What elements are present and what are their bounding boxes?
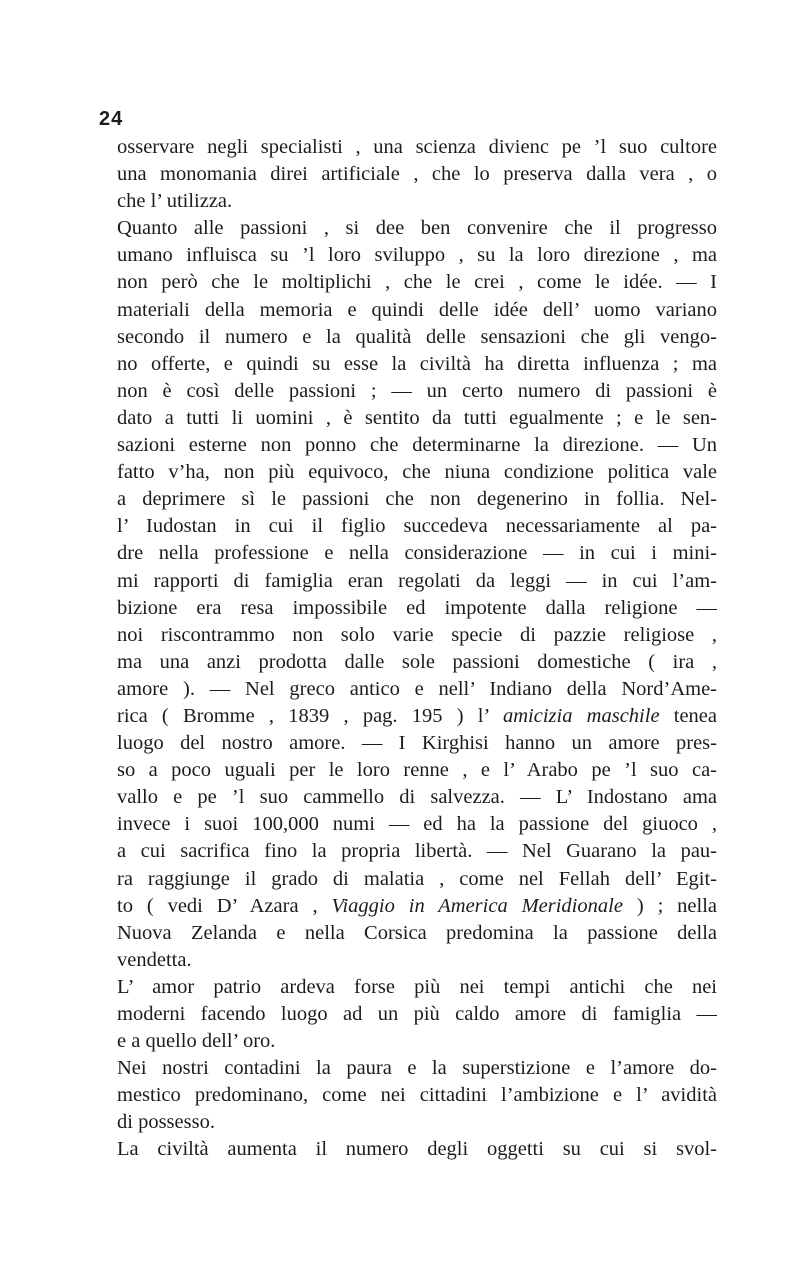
text-line: e a quello dell’ oro. [117, 1030, 276, 1053]
text-line: amore ). — Nel greco antico e nell’ Indiano della Nord’Ame- [117, 677, 717, 700]
text-line: L’ amor patrio ardeva forse più nei tempi antichi che nei [117, 975, 717, 998]
text-line: ma una anzi prodotta dalle sole passioni domestiche ( ira , [117, 650, 717, 673]
text-line: noi riscontrammo non solo varie specie di pazzie religiose , [117, 623, 717, 646]
text-line: vendetta. [117, 948, 192, 971]
text-line: l’ Iudostan in cui il figlio succedeva necessariamente al pa- [117, 515, 717, 538]
text-line: dre nella professione e nella considerazione — in cui i mini- [117, 542, 717, 565]
text-line: so a poco uguali per le loro renne , e l’ Arabo pe ’l suo ca- [117, 759, 717, 782]
text-line: Quanto alle passioni , si dee ben convenire che il progresso [117, 217, 717, 240]
text-line: materiali della memoria e quindi delle idée dell’ uomo variano [117, 298, 717, 321]
text-line: no offerte, e quindi su esse la civiltà ha diretta influenza ; ma [117, 352, 717, 375]
text-line: sazioni esterne non ponno che determinarne la direzione. — Un [117, 434, 717, 457]
text-line: non però che le moltiplichi , che le crei , come le idée. — I [117, 271, 717, 294]
text-line: mestico predominano, come nei cittadini l’ambizione e l’ avidità [117, 1084, 717, 1107]
text-line: La civiltà aumenta il numero degli oggetti su cui si svol- [117, 1138, 717, 1161]
body-text [117, 134, 717, 1164]
text-line: umano influisca su ’l loro sviluppo , su la loro direzione , ma [117, 244, 717, 267]
text-line: mi rapporti di famiglia eran regolati da leggi — in cui l’am- [117, 569, 717, 592]
text-line: luogo del nostro amore. — I Kirghisi hanno un amore pres- [117, 732, 717, 755]
text-line: Nuova Zelanda e nella Corsica predomina la passione della [117, 921, 717, 944]
text-line [117, 893, 717, 920]
italic-title: Viaggio in America Meridionale [331, 894, 623, 917]
text-line: moderni facendo luogo ad un più caldo amore di famiglia — [117, 1003, 717, 1025]
text-segment: rica ( Bromme , 1839 , pag. 195 ) l’ [117, 704, 503, 727]
text-line: a deprimere sì le passioni che non degenerino in follia. Nel- [117, 488, 717, 511]
text-line: a cui sacrifica fino la propria libertà. — Nel Guarano la pau- [117, 840, 717, 863]
text-segment: tenea [673, 704, 717, 727]
text-line [117, 703, 717, 730]
text-line: Nei nostri contadini la paura e la superstizione e l’amore do- [117, 1057, 717, 1080]
text-line: una monomania direi artificiale , che lo preserva dalla vera , o [117, 163, 717, 186]
text-line: che l’ utilizza. [117, 190, 233, 213]
text-line: bizione era resa impossibile ed impotente dalla religione — [117, 596, 717, 619]
text-line: osservare negli specialisti , una scienza divienc pe ’l suo cultore [117, 136, 717, 158]
text-segment: to ( vedi D’ Azara , [117, 894, 332, 917]
text-line: invece i suoi 100,000 numi — ed ha la passione del giuoco , [117, 813, 717, 836]
text-line: di possesso. [117, 1111, 215, 1134]
text-line: fatto v’ha, non più equivoco, che niuna condizione politica vale [117, 461, 717, 484]
text-line: ra raggiunge il grado di malatia , come nel Fellah dell’ Egit- [117, 867, 717, 890]
text-segment: ) ; nella [636, 894, 717, 917]
text-line: dato a tutti li uomini , è sentito da tutti egualmente ; e le sen- [117, 406, 717, 429]
page-number: 24 [99, 108, 124, 130]
text-line: non è così delle passioni ; — un certo numero di passioni è [117, 379, 717, 402]
text-line: vallo e pe ’l suo cammello di salvezza. — L’ Indostano ama [117, 786, 717, 809]
italic-title: amicizia maschile [502, 704, 660, 727]
text-line: secondo il numero e la qualità delle sensazioni che gli vengo- [117, 325, 717, 348]
